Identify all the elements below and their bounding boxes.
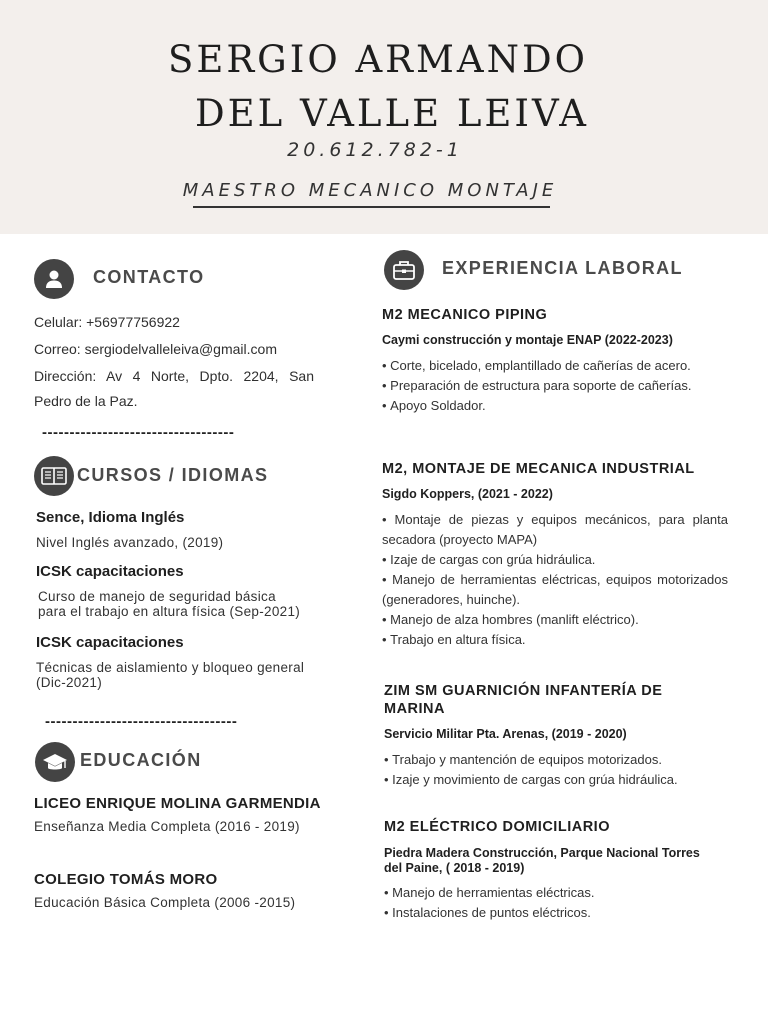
list-item: • Izaje de cargas con grúa hidráulica. (382, 550, 728, 570)
list-item: • Instalaciones de puntos eléctricos. (384, 903, 728, 923)
job-4-title: M2 ELÉCTRICO DOMICILIARIO (384, 819, 610, 835)
course-3-desc-line2: (Dic-2021) (36, 675, 103, 690)
list-item: • Montaje de piezas y equipos mecánicos, para planta secadora (proyecto MAPA) (382, 510, 728, 550)
job-1-title: M2 MECANICO PIPING (382, 307, 548, 323)
job-2-bullets (382, 510, 728, 650)
job-1-bullets (382, 356, 726, 416)
course-3-name: ICSK capacitaciones (36, 634, 184, 651)
course-2-desc-line2: para el trabajo en altura física (Sep-2021) (38, 604, 301, 619)
experience-title: EXPERIENCIA LABORAL (442, 258, 683, 278)
briefcase-icon (384, 250, 424, 290)
course-2-desc-line1: Curso de manejo de seguridad básica (38, 589, 276, 604)
contact-address-line1: Dirección: Av 4 Norte, Dpto. 2204, San (34, 368, 314, 384)
list-item: • Manejo de herramientas eléctricas, equipos motorizados (generadores, huinche). (382, 570, 728, 610)
list-item: • Trabajo en altura física. (382, 630, 728, 650)
graduation-cap-icon (35, 742, 75, 782)
school-2-detail: Educación Básica Completa (2006 -2015) (34, 895, 296, 910)
job-2-company: Sigdo Koppers, (2021 - 2022) (382, 487, 553, 501)
school-1-detail: Enseñanza Media Completa (2016 - 2019) (34, 819, 300, 834)
course-3-desc-line1: Técnicas de aislamiento y bloqueo general (36, 660, 305, 675)
list-item: • Apoyo Soldador. (382, 396, 726, 416)
name-line1: SERGIO ARMANDO (167, 38, 589, 81)
courses-title: CURSOS / IDIOMAS (77, 465, 269, 485)
contact-email: Correo: sergiodelvalleleiva@gmail.com (34, 341, 277, 357)
job-3-bullets (384, 750, 728, 790)
list-item: • Trabajo y mantención de equipos motorizados. (384, 750, 728, 770)
list-item: • Manejo de herramientas eléctricas. (384, 883, 728, 903)
list-item: • Izaje y movimiento de cargas con grúa hidráulica. (384, 770, 728, 790)
job-2-title: M2, MONTAJE DE MECANICA INDUSTRIAL (382, 461, 695, 477)
job-4-company: Piedra Madera Construcción, Parque Nacional Torres del Paine, ( 2018 - 2019) (384, 846, 700, 875)
name-line2: DEL VALLE LEIVA (195, 92, 589, 135)
divider-2: ----------------------------------- (45, 713, 238, 730)
job-role: MAESTRO MECANICO MONTAJE (182, 180, 558, 201)
list-item: • Preparación de estructura para soporte de cañerías. (382, 376, 726, 396)
person-icon (34, 259, 74, 299)
role-underline (193, 206, 550, 208)
list-item: • Corte, bicelado, emplantillado de cañerías de acero. (382, 356, 726, 376)
education-title: EDUCACIÓN (80, 750, 202, 770)
course-2-name: ICSK capacitaciones (36, 563, 184, 580)
contact-title: CONTACTO (93, 267, 205, 287)
job-1-company: Caymi construcción y montaje ENAP (2022-2023) (382, 333, 673, 347)
school-1-name: LICEO ENRIQUE MOLINA GARMENDIA (34, 795, 321, 812)
job-4-bullets (384, 883, 728, 923)
book-icon (34, 456, 74, 496)
divider-1: ----------------------------------- (42, 424, 235, 441)
course-1-name: Sence, Idioma Inglés (36, 509, 185, 526)
contact-address-line2: Pedro de la Paz. (34, 393, 138, 409)
contact-phone: Celular: +56977756922 (34, 314, 180, 330)
school-2-name: COLEGIO TOMÁS MORO (34, 871, 218, 888)
job-3-title: ZIM SM GUARNICIÓN INFANTERÍA DE MARINA (384, 683, 663, 717)
rut-number: 20.612.782-1 (287, 139, 463, 161)
list-item: • Manejo de alza hombres (manlift eléctrico). (382, 610, 728, 630)
header-band (0, 0, 768, 234)
job-3-company: Servicio Militar Pta. Arenas, (2019 - 2020) (384, 727, 627, 741)
course-1-desc: Nivel Inglés avanzado, (2019) (36, 535, 224, 550)
